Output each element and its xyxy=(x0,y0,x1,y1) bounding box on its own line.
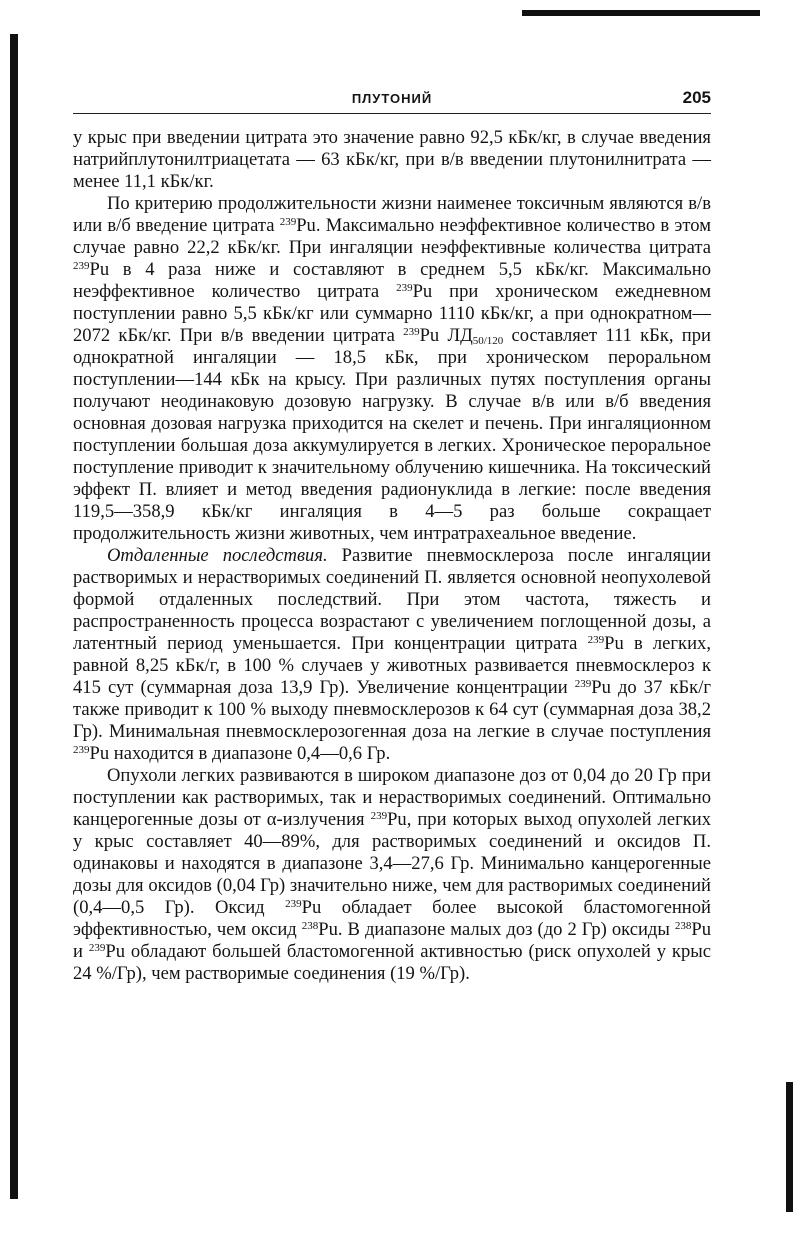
text-segment: у крыс при введении цитрата это значение равно 92,5 кБк/кг, в случае введения натрийплутонилтриацетата — 63 кБк/кг, при в/в введении плутонилнитрата — менее 11,1 кБк/кг. xyxy=(73,127,711,192)
text-segment: Pu ЛД xyxy=(419,325,473,346)
paragraph-4 xyxy=(73,765,711,985)
text-segment: Pu, при которых выход опухолей легких у крыс составляет 40—89%, для растворимых соединений и оксидов П. одинаковы и находятся в диапазоне 3,4—27,6 Гр. Минимально канцерогенные дозы для оксидов (0,04 Гр) значительно ниже, чем для растворимых соединений (0,4—0,5 Гр). Оксид xyxy=(73,809,711,918)
paragraph-3 xyxy=(73,545,711,765)
right-scan-edge xyxy=(786,1082,793,1212)
page-number: 205 xyxy=(682,88,711,107)
page-header xyxy=(73,88,711,114)
paragraph-2 xyxy=(73,193,711,545)
isotope-mass-number: 239 xyxy=(73,743,90,756)
isotope-mass-number: 239 xyxy=(396,281,413,294)
section-lead-in: Отдаленные последствия. xyxy=(107,545,328,566)
text-segment: Pu обладают большей бластомогенной активностью (риск опухолей у крыс 24 %/Гр), чем растворимые соединения (19 %/Гр). xyxy=(73,941,711,984)
isotope-mass-number: 239 xyxy=(574,677,592,690)
isotope-mass-number: 238 xyxy=(301,919,319,932)
text-segment: Pu до 37 кБк/г также приводит к 100 % выходу пневмосклерозов к 64 сут (суммарная доза 38,2 Гр). Минимальная пневмосклерозогенная доза на легкие в случае поступления xyxy=(73,677,711,742)
isotope-mass-number: 239 xyxy=(73,259,90,272)
isotope-mass-number: 239 xyxy=(370,809,388,822)
paragraph-1 xyxy=(73,127,711,193)
isotope-mass-number: 239 xyxy=(403,325,420,338)
text-segment: Pu в 4 раза ниже и составляют в среднем 5,5 кБк/кг. Максимально неэффективное количество цитрата xyxy=(73,259,711,302)
text-segment: По критерию продолжительности жизни наименее токсичным являются в/в или в/б введение цитрата xyxy=(73,193,711,236)
ld-subscript: 50/120 xyxy=(472,334,504,347)
body-text xyxy=(73,127,711,985)
header-rule xyxy=(73,113,711,114)
text-segment: Развитие пневмосклероза после ингаляции растворимых и нерастворимых соединений П. является основной неопухолевой формой отдаленных последствий. При этом частота, тяжесть и распространенность процесса возрастают с увеличением поглощенной дозы, а латентный период уменьшается. При концентрации цитрата xyxy=(73,545,711,654)
isotope-mass-number: 239 xyxy=(285,897,302,910)
text-segment: Pu при хроническом ежедневном поступлении равно 5,5 кБк/кг или суммарно 1110 кБк/кг, а при однократном—2072 кБк/кг. При в/в введении цитрата xyxy=(73,281,712,346)
text-segment: Pu. Максимально неэффективное количество в этом случае равно 22,2 кБк/кг. При ингаляции неэффективные количества цитрата xyxy=(73,215,711,258)
isotope-mass-number: 239 xyxy=(279,215,297,228)
running-head: ПЛУТОНИЙ xyxy=(351,91,433,106)
text-segment: Pu в легких, равной 8,25 кБк/г, в 100 % случаев у животных развивается пневмосклероз к 415 сут (суммарная доза 13,9 Гр). Увеличение концентрации xyxy=(73,633,711,698)
isotope-mass-number: 239 xyxy=(587,633,605,646)
text-segment: Pu находится в диапазоне 0,4—0,6 Гр. xyxy=(89,743,391,764)
text-segment: Pu и xyxy=(73,919,711,962)
text-segment: Опухоли легких развиваются в широком диапазоне доз от 0,04 до 20 Гр при поступлении как растворимых, так и нерастворимых соединений. Оптимально канцерогенные дозы от α-излучения xyxy=(73,765,711,830)
top-scan-rule xyxy=(522,10,760,16)
text-segment: Pu обладает более высокой бластомогенной эффективностью, чем оксид xyxy=(73,897,712,940)
text-segment: составляет 111 кБк, при однократной ингаляции — 18,5 кБк, при хроническом пероральном поступлении—144 кБк на крысу. При различных путях поступления органы получают неодинаковую дозовую нагрузку. В случае в/в или в/б введения основная дозовая нагрузка приходится на скелет и печень. При ингаляционном поступлении большая доза аккумулируется в легких. Хроническое пероральное поступление приводит к значительному облучению кишечника. На токсический эффект П. влияет и метод введения радионуклида в легкие: после введения 119,5—358,9 кБк/кг ингаляция в 4—5 раз больше сокращает продолжительность жизни животных, чем интратрахеальное введение. xyxy=(73,325,711,544)
left-binding-edge xyxy=(10,34,18,1199)
text-segment: Pu. В диапазоне малых доз (до 2 Гр) оксиды xyxy=(318,919,675,940)
isotope-mass-number: 238 xyxy=(674,919,692,932)
isotope-mass-number: 239 xyxy=(88,941,106,954)
